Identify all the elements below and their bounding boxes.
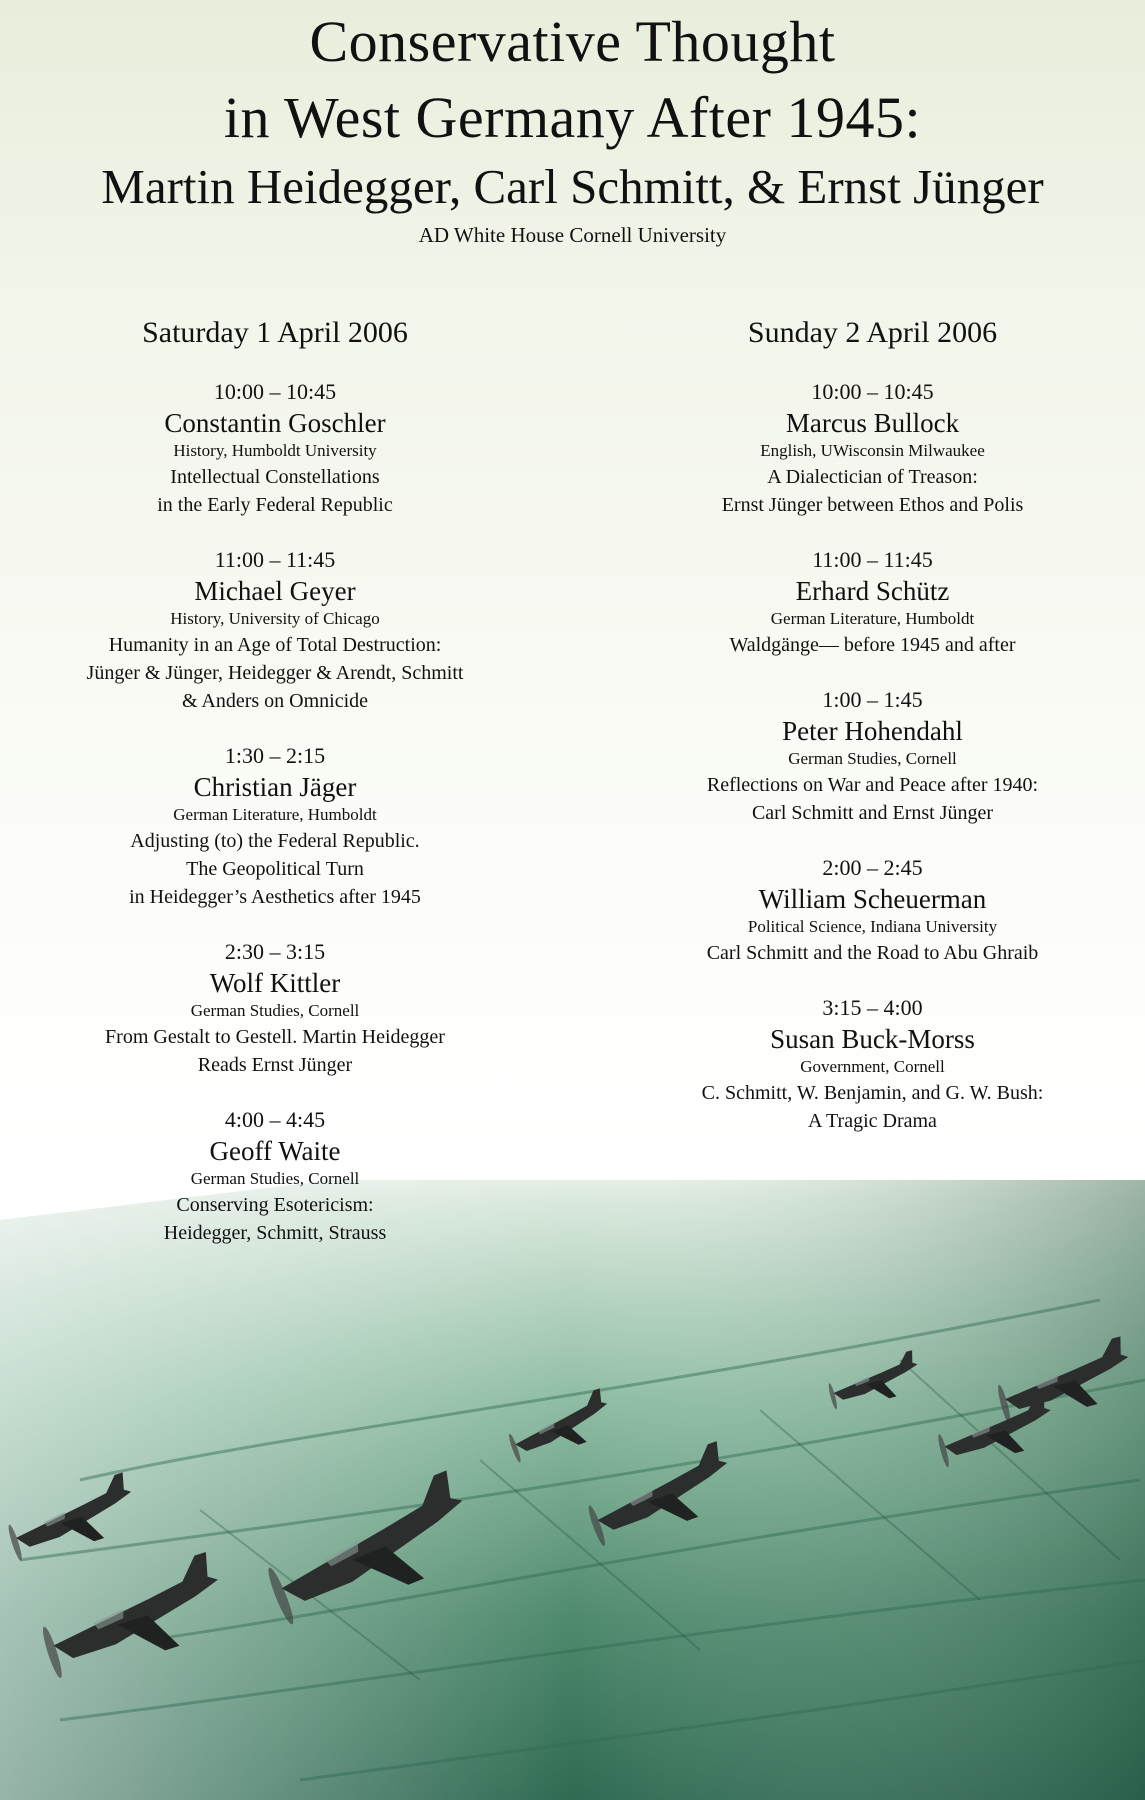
talk-title-line: Carl Schmitt and the Road to Abu Ghraib	[706, 942, 1039, 964]
session	[30, 937, 520, 1079]
talk-title-line: From Gestalt to Gestell. Martin Heidegger	[105, 1026, 445, 1048]
speaker-name: Constantin Goschler	[164, 408, 386, 438]
session	[620, 853, 1125, 967]
poster-header	[0, 0, 1145, 250]
speaker-affiliation: German Studies, Cornell	[788, 749, 957, 768]
aircraft-formation-illustration	[0, 1180, 1145, 1800]
speaker-affiliation: History, Humboldt University	[173, 441, 377, 460]
talk-title-line: Reads Ernst Jünger	[197, 1054, 353, 1076]
speaker-affiliation: German Studies, Cornell	[190, 1001, 360, 1020]
session-time: 11:00 – 11:45	[214, 547, 336, 572]
session-time: 11:00 – 11:45	[812, 547, 933, 572]
speaker-affiliation: History, University of Chicago	[170, 609, 380, 628]
speaker-name: Peter Hohendahl	[782, 716, 963, 746]
session	[30, 741, 520, 911]
talk-title-line: Waldgänge— before 1945 and after	[729, 634, 1016, 656]
session-time: 1:00 – 1:45	[822, 687, 923, 712]
session-time: 4:00 – 4:45	[224, 1107, 326, 1132]
session-time: 10:00 – 10:45	[213, 379, 337, 404]
talk-title-line: A Tragic Drama	[808, 1110, 937, 1132]
session-time: 2:00 – 2:45	[822, 855, 923, 880]
talk-title-line: A Dialectician of Treason:	[767, 466, 978, 488]
speaker-name: Susan Buck-Morss	[770, 1024, 975, 1054]
session	[620, 377, 1125, 519]
speaker-name: Christian Jäger	[193, 772, 357, 802]
poster-title-line-1: Conservative Thought	[309, 9, 836, 74]
session	[30, 545, 520, 715]
session	[30, 377, 520, 519]
day-heading: Sunday 2 April 2006	[747, 316, 998, 349]
speaker-name: Wolf Kittler	[209, 968, 341, 998]
speaker-affiliation: German Literature, Humboldt	[770, 609, 975, 628]
talk-title-line: Heidegger, Schmitt, Strauss	[163, 1222, 387, 1244]
talk-title-line: & Anders on Omnicide	[181, 690, 369, 712]
speaker-name: Erhard Schütz	[795, 576, 950, 606]
session-time: 1:30 – 2:15	[224, 743, 326, 768]
sunday-schedule	[620, 313, 1125, 1161]
venue: AD White House Cornell University	[418, 223, 727, 247]
poster-title-line-2: in West Germany After 1945:	[223, 85, 922, 150]
talk-title-line: Jünger & Jünger, Heidegger & Arendt, Schmitt	[86, 662, 464, 684]
session	[30, 1105, 520, 1247]
poster-subtitle: Martin Heidegger, Carl Schmitt, & Ernst Jünger	[101, 159, 1044, 214]
speaker-name: Geoff Waite	[209, 1136, 341, 1166]
session-time: 10:00 – 10:45	[811, 379, 934, 404]
talk-title-line: Humanity in an Age of Total Destruction:	[108, 634, 442, 656]
talk-title-line: Ernst Jünger between Ethos and Polis	[721, 494, 1024, 516]
talk-title-line: in Heidegger’s Aesthetics after 1945	[129, 886, 421, 908]
talk-title-line: Carl Schmitt and Ernst Jünger	[751, 802, 994, 824]
speaker-name: Marcus Bullock	[785, 408, 960, 438]
talk-title-line: Intellectual Constellations	[170, 466, 380, 488]
talk-title-line: C. Schmitt, W. Benjamin, and G. W. Bush:	[701, 1082, 1044, 1104]
talk-title-line: The Geopolitical Turn	[186, 858, 364, 880]
session	[620, 993, 1125, 1135]
talk-title-line: Adjusting (to) the Federal Republic.	[130, 830, 420, 852]
day-heading: Saturday 1 April 2006	[142, 316, 408, 349]
speaker-affiliation: Political Science, Indiana University	[747, 917, 998, 936]
speaker-affiliation: German Literature, Humboldt	[173, 805, 377, 824]
talk-title-line: Reflections on War and Peace after 1940:	[706, 774, 1039, 796]
speaker-affiliation: German Studies, Cornell	[190, 1169, 360, 1188]
talk-title-line: Conserving Esotericism:	[176, 1194, 374, 1216]
speaker-name: Michael Geyer	[194, 576, 356, 606]
speaker-name: William Scheuerman	[758, 884, 987, 914]
speaker-affiliation: Government, Cornell	[800, 1057, 945, 1076]
saturday-schedule	[30, 313, 520, 1273]
session-time: 3:15 – 4:00	[822, 995, 923, 1020]
speaker-affiliation: English, UWisconsin Milwaukee	[760, 441, 985, 460]
session-time: 2:30 – 3:15	[224, 939, 326, 964]
talk-title-line: in the Early Federal Republic	[157, 494, 393, 516]
session	[620, 545, 1125, 659]
session	[620, 685, 1125, 827]
